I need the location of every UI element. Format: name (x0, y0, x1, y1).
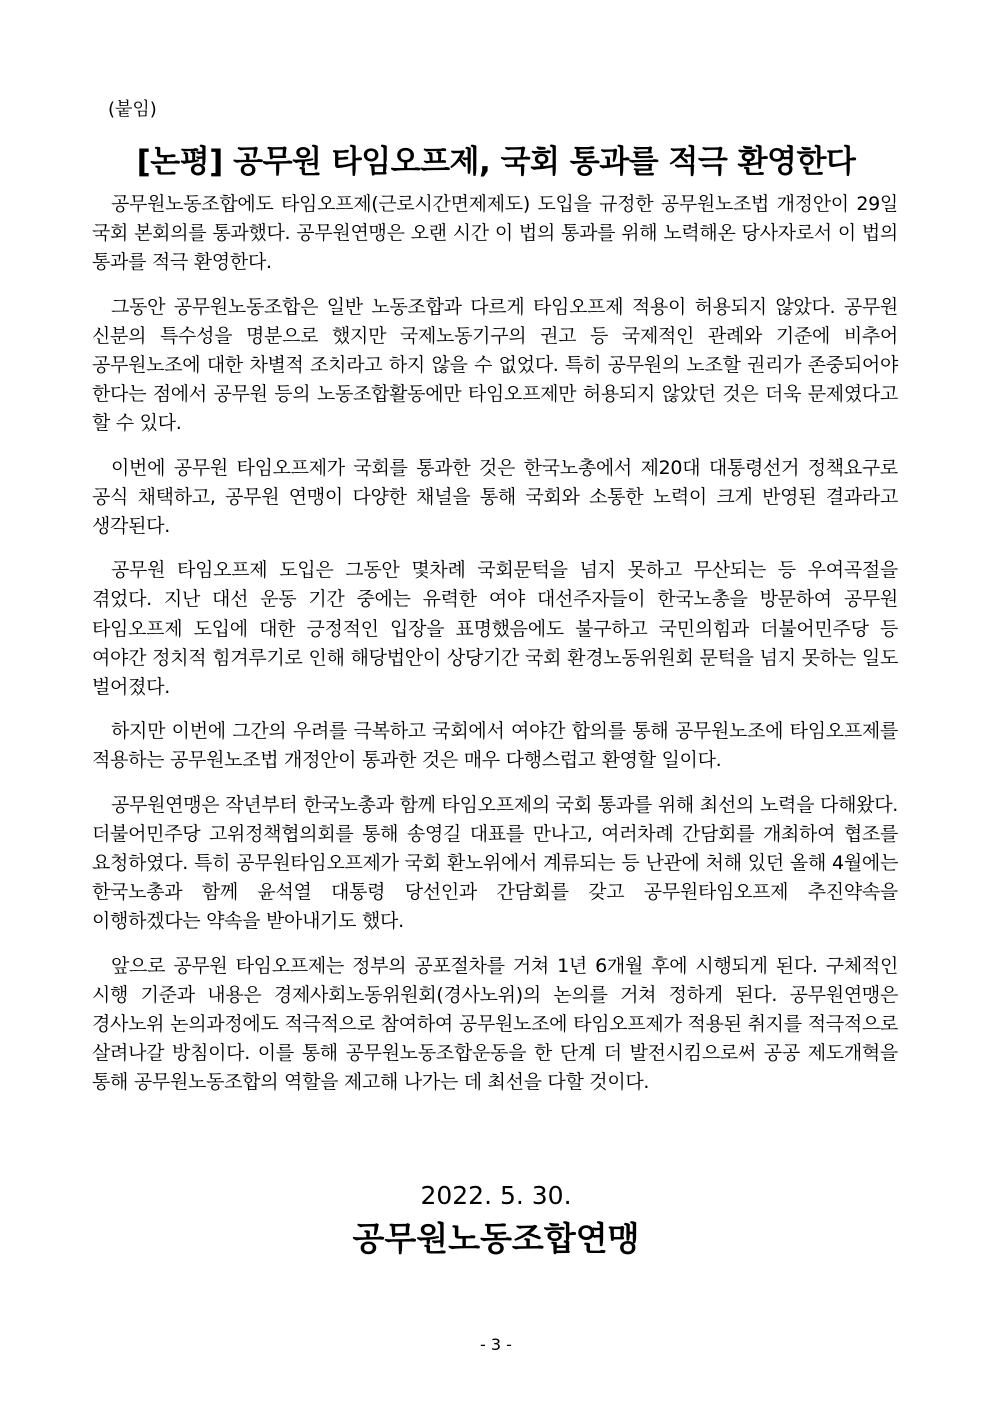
paragraph-1: 공무원노동조합에도 타임오프제(근로시간면제제도) 도입을 규정한 공무원노조법 개정안이 29일 국회 본회의를 통과했다. 공무원연맹은 오랜 시간 이 법의 통과를 위해 노력해온 당사자로서 이 법의 통과를 적극 환영한다. (92, 193, 898, 274)
attachment-label: (붙임) (108, 99, 157, 120)
page-number: - 3 - (480, 1335, 512, 1354)
paragraph-2: 그동안 공무원노동조합은 일반 노동조합과 다르게 타임오프제 적용이 허용되지 않았다. 공무원 신분의 특수성을 명분으로 했지만 국제노동기구의 권고 등 국제적인 관례와 기준에 비추어 공무원노조에 대한 차별적 조치라고 하지 않을 수 없었다. 특히 공무원의 노조할 권리가 존중되어야 한다는 점에서 공무원 등의 노동조합활동에만 타임오프제만 허용되지 않았던 것은 더욱 문제였다고 할 수 있다. (92, 295, 898, 435)
document-body (92, 190, 898, 1113)
paragraph-6: 공무원연맹은 작년부터 한국노총과 함께 타임오프제의 국회 통과를 위해 최선의 노력을 다해왔다. 더불어민주당 고위정책협의회를 통해 송영길 대표를 만나고, 여러차례 간담회를 개최하여 협조를 요청하였다. 특히 공무원타임오프제가 국회 환노위에서 계류되는 등 난관에 처해 있던 올해 4월에는 한국노총과 함께 윤석열 대통령 당선인과 간담회를 갖고 공무원타임오프제 추진약속을 이행하겠다는 약속을 받아내기도 했다. (92, 793, 898, 933)
paragraph-4: 공무원 타임오프제 도입은 그동안 몇차례 국회문턱을 넘지 못하고 무산되는 등 우여곡절을 겪었다. 지난 대선 운동 기간 중에는 유력한 여야 대선주자들이 한국노총을 방문하여 공무원 타임오프제 도입에 대한 긍정적인 입장을 표명했음에도 불구하고 국민의힘과 더불어민주당 등 여야간 정치적 힘겨루기로 인해 해당법안이 상당기간 국회 환경노동위원회 문턱을 넘지 못하는 일도 벌어졌다. (92, 559, 898, 699)
organization-name: 공무원노동조합연맹 (352, 1219, 640, 1258)
paragraph-7: 앞으로 공무원 타임오프제는 정부의 공포절차를 거쳐 1년 6개월 후에 시행되게 된다. 구체적인 시행 기준과 내용은 경제사회노동위원회(경사노위)의 논의를 거쳐 정하게 된다. 공무원연맹은 경사노위 논의과정에도 적극적으로 참여하여 공무원노조에 타임오프제가 적용된 취지를 적극적으로 살려나갈 방침이다. 이를 통해 공무원노동조합운동을 한 단계 더 발전시킴으로써 공공 제도개혁을 통해 공무원노동조합의 역할을 제고해 나가는 데 최선을 다할 것이다. (92, 954, 898, 1094)
paragraph-3: 이번에 공무원 타임오프제가 국회를 통과한 것은 한국노총에서 제20대 대통령선거 정책요구로 공식 채택하고, 공무원 연맹이 다양한 채널을 통해 국회와 소통한 노력이 크게 반영된 결과라고 생각된다. (92, 456, 898, 538)
document-title: [논평] 공무원 타임오프제, 국회 통과를 적극 환영한다 (136, 144, 856, 180)
paragraph-5: 하지만 이번에 그간의 우려를 극복하고 국회에서 여야간 합의를 통해 공무원노조에 타임오프제를 적용하는 공무원노조법 개정안이 통과한 것은 매우 다행스럽고 환영할 일이다. (92, 720, 898, 772)
document-date: 2022. 5. 30. (420, 1181, 572, 1210)
